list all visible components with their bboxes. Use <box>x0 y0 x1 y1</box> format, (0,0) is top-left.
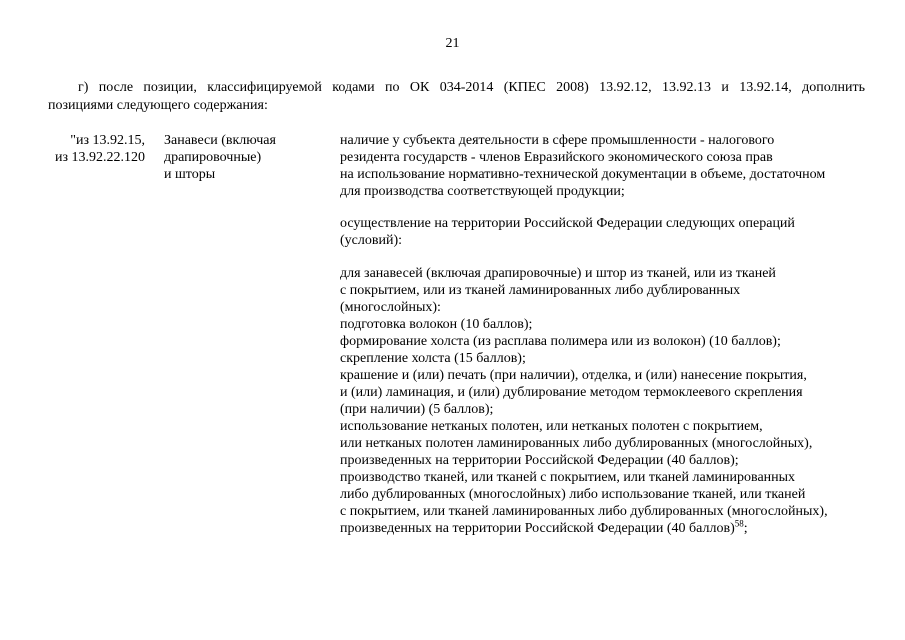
requirement-line: с покрытием, или тканей ламинированных либо дублированных (многослойных), <box>340 504 828 519</box>
requirement-line: (условий): <box>340 233 403 248</box>
requirement-line: скрепление холста (15 баллов); <box>340 351 526 366</box>
requirement-line: с покрытием, или из тканей ламинированных либо дублированных <box>340 283 741 298</box>
classification-codes-cell <box>40 132 145 166</box>
code-line: "из 13.92.15, <box>70 133 145 148</box>
requirement-line: (многослойных): <box>340 300 441 315</box>
intro-paragraph <box>48 79 865 115</box>
line-terminator: ; <box>743 521 748 536</box>
page-number: 21 <box>445 36 460 51</box>
requirement-line: либо дублированных (многослойных) либо использование тканей, или тканей <box>340 487 806 502</box>
requirement-line: резидента государств - членов Евразийского экономического союза прав <box>340 150 773 165</box>
requirement-line: на использование нормативно-технической документации в объеме, достаточном <box>340 167 826 182</box>
requirement-line: крашение и (или) печать (при наличии), отделка, и (или) нанесение покрытия, <box>340 368 807 383</box>
requirement-line: использование нетканых полотен, или нетканых полотен с покрытием, <box>340 419 763 434</box>
requirements-cell <box>340 132 880 537</box>
requirement-paragraph <box>340 215 880 249</box>
requirement-line-last <box>340 520 880 537</box>
requirement-line: и (или) ламинация, и (или) дублирование методом термоклеевого скрепления <box>340 385 803 400</box>
paragraph-gap <box>340 249 880 265</box>
requirement-paragraph <box>340 132 880 200</box>
code-line: из 13.92.22.120 <box>54 150 145 165</box>
intro-line: г) после позиции, классифицируемой кодами по ОК 034-2014 (КПЕС 2008) 13.92.12, 13.92.13 и 13.92.14, дополнить <box>78 80 865 95</box>
requirement-line: или нетканых полотен ламинированных либо дублированных (многослойных), <box>340 436 813 451</box>
product-name-cell <box>164 132 324 183</box>
requirement-line: (при наличии) (5 баллов); <box>340 402 494 417</box>
intro-line: позициями следующего содержания: <box>48 98 268 113</box>
paragraph-gap <box>340 200 880 215</box>
requirement-line: для занавесей (включая драпировочные) и штор из тканей, или из тканей <box>340 266 776 281</box>
requirement-line: наличие у субъекта деятельности в сфере промышленности - налогового <box>340 133 775 148</box>
product-line: Занавеси (включая <box>164 133 276 148</box>
requirement-line: подготовка волокон (10 баллов); <box>340 317 533 332</box>
requirement-line: формирование холста (из расплава полимера или из волокон) (10 баллов); <box>340 334 781 349</box>
requirement-line: осуществление на территории Российской Федерации следующих операций <box>340 216 795 231</box>
requirement-paragraph <box>340 265 880 537</box>
requirement-line: произведенных на территории Российской Федерации (40 баллов); <box>340 453 739 468</box>
product-line: и шторы <box>164 167 216 182</box>
requirement-line: производство тканей, или тканей с покрытием, или тканей ламинированных <box>340 470 796 485</box>
requirement-line: для производства соответствующей продукции; <box>340 184 625 199</box>
footnote-reference[interactable]: 58 <box>734 518 744 529</box>
product-line: драпировочные) <box>164 150 262 165</box>
requirement-text: произведенных на территории Российской Федерации (40 баллов) <box>340 521 735 536</box>
